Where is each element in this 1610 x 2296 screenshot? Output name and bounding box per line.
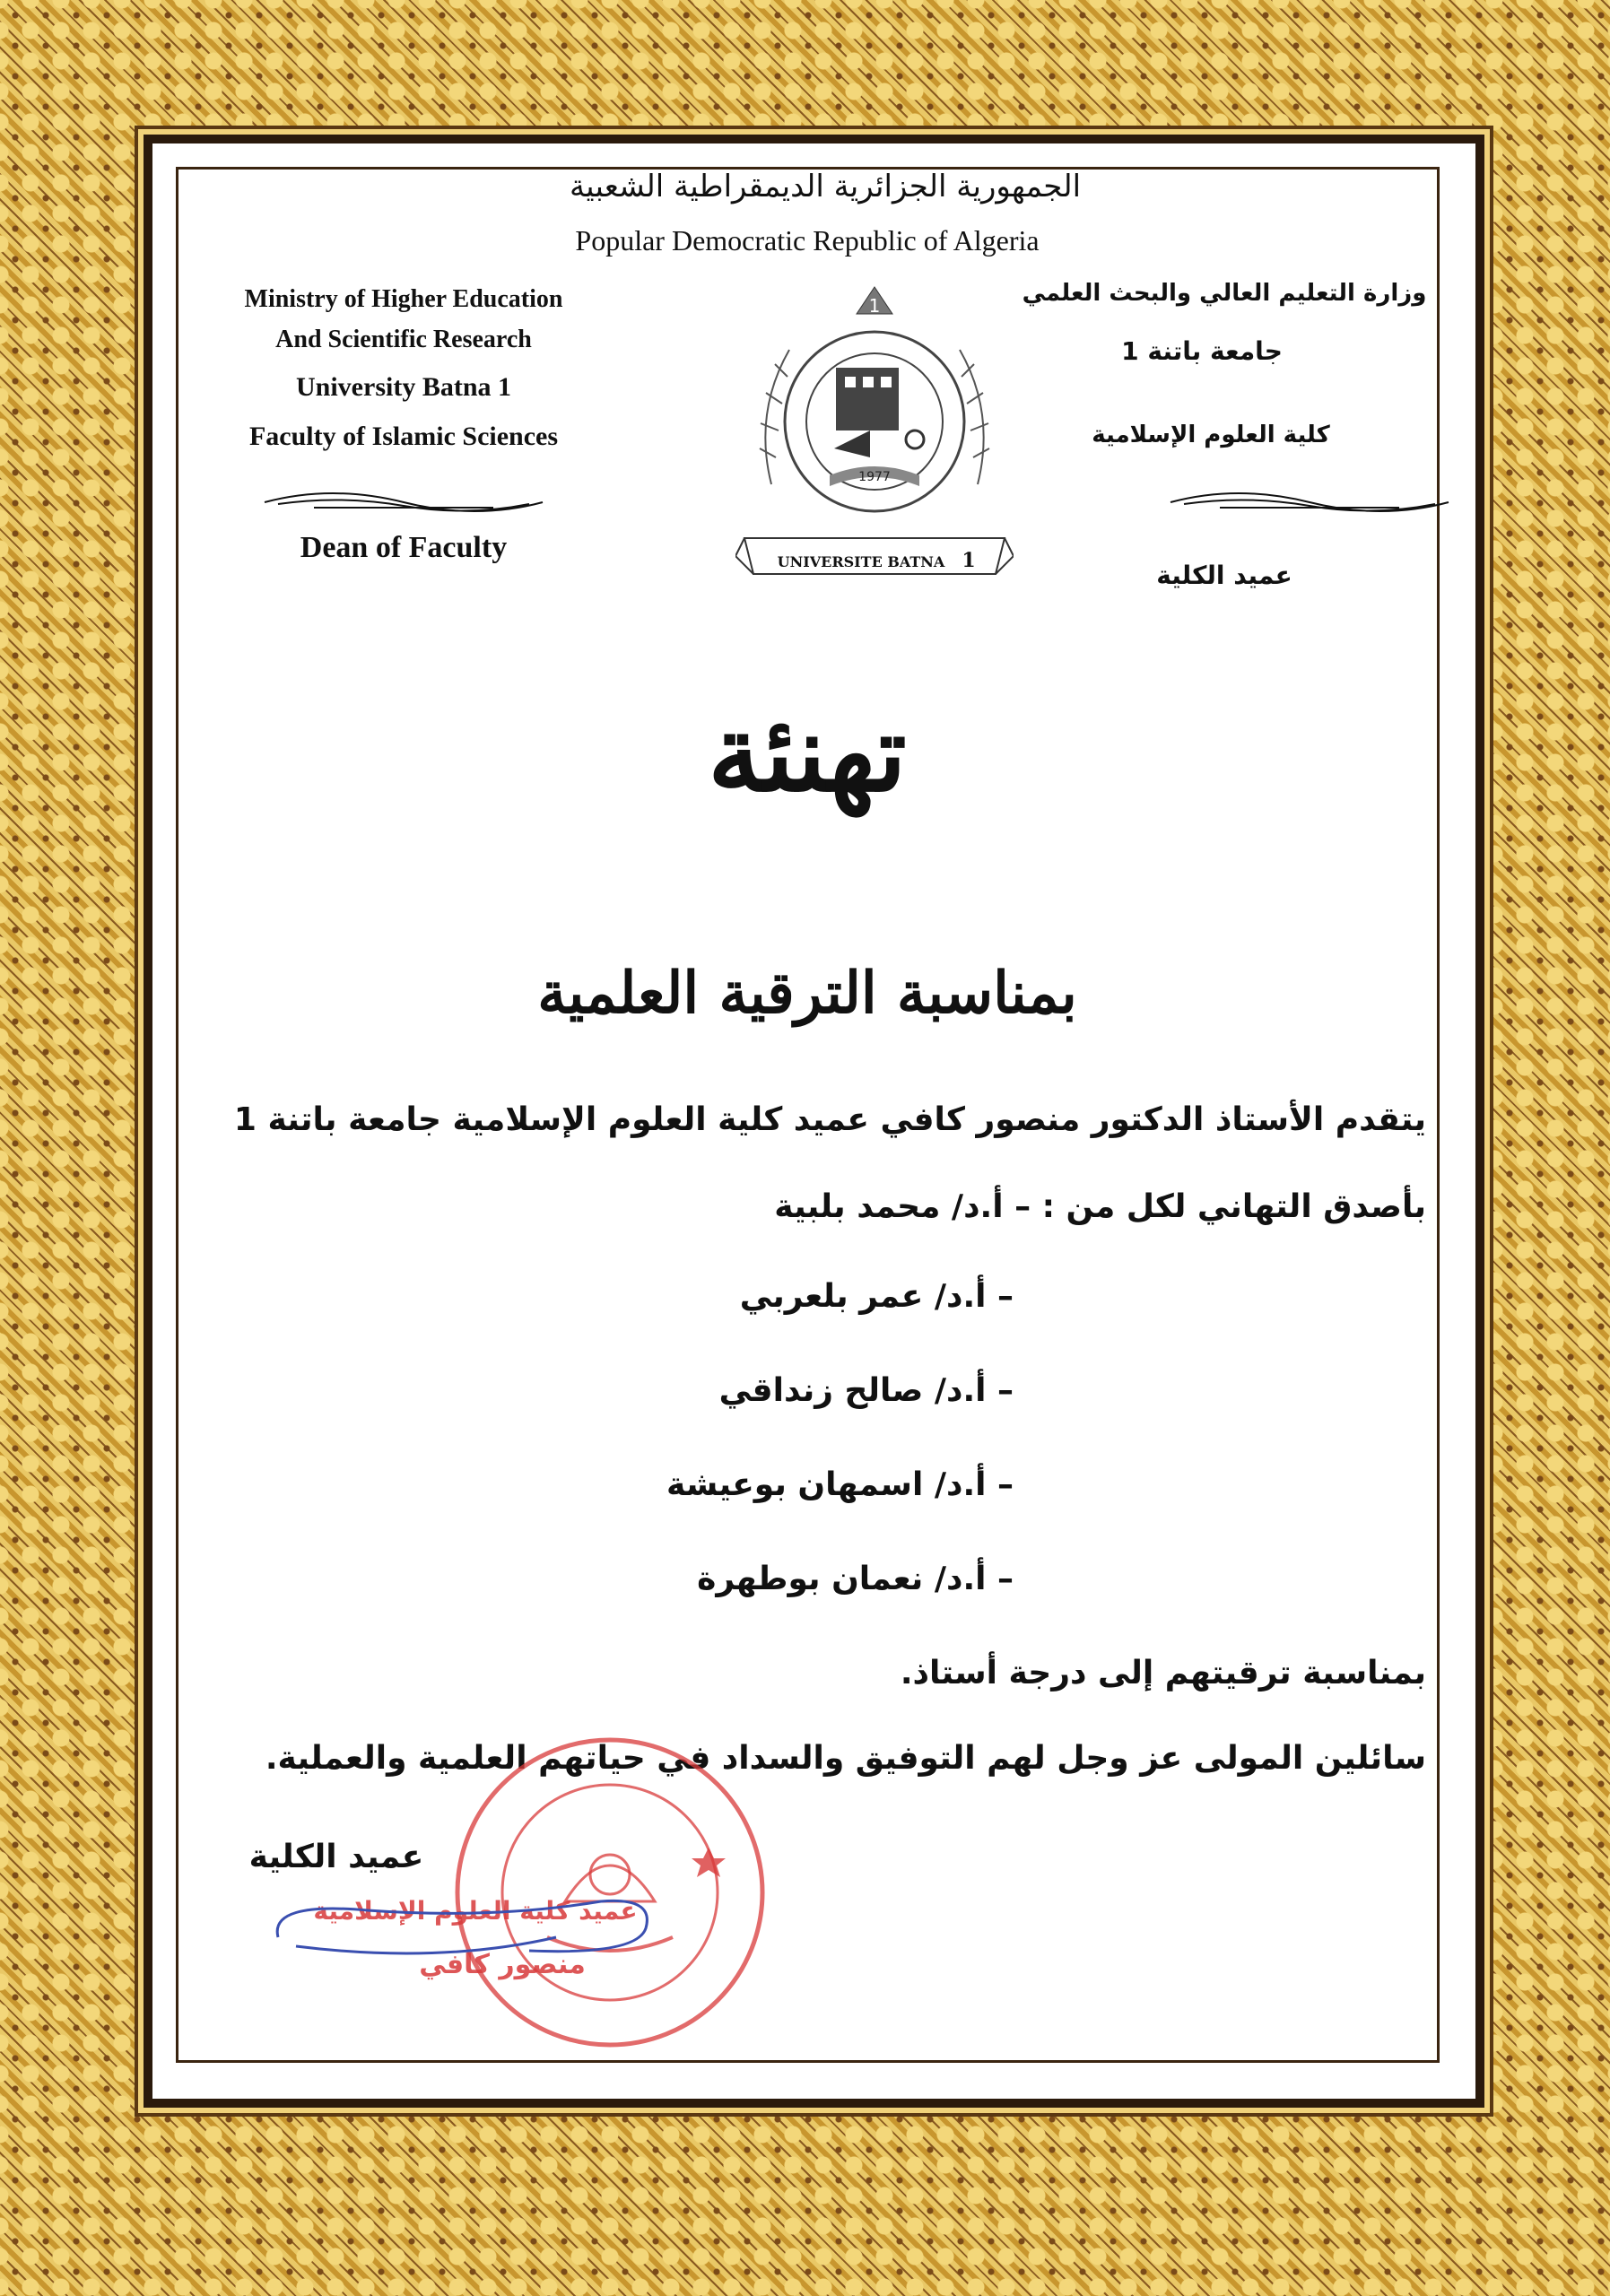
dean-signature-stamp — [260, 1883, 691, 2018]
emblem-year: 1977 — [858, 470, 891, 484]
prayer-line: سائلين المولى عز وجل لهم التوفيق والسداد في حياتهم العلمية والعملية. — [265, 1740, 1426, 1777]
university-emblem — [735, 278, 1014, 601]
ar-republic-heading: الجمهورية الجزائرية الديمقراطية الشعبية — [569, 169, 1082, 204]
en-university: University Batna 1 — [296, 372, 511, 402]
emblem-banner-number: 1 — [962, 549, 976, 572]
en-ministry-line1: Ministry of Higher Education — [244, 285, 563, 313]
emblem-number: 1 — [868, 295, 881, 317]
emblem-banner-text: UNIVERSITE BATNA — [777, 553, 945, 570]
en-ministry-line2: And Scientific Research — [275, 326, 532, 353]
body-line-2: بأصدق التهاني لكل من : – أ.د/ محمد بلبية — [774, 1188, 1426, 1225]
stamp-line-2: منصور كافي — [419, 1949, 586, 1980]
honoree-name: – أ.د/ عمر بلعربي — [739, 1278, 1014, 1315]
right-flourish — [1166, 484, 1453, 520]
en-dean-title: Dean of Faculty — [300, 531, 508, 564]
ar-university: جامعة باتنة 1 — [1121, 336, 1283, 366]
body-line-1: يتقدم الأستاذ الدكتور منصور كافي عميد كلية العلوم الإسلامية جامعة باتنة 1 — [233, 1101, 1426, 1138]
ar-faculty: كلية العلوم الإسلامية — [1092, 422, 1330, 448]
en-republic-heading: Popular Democratic Republic of Algeria — [575, 224, 1040, 257]
ar-ministry: وزارة التعليم العالي والبحث العلمي — [1022, 280, 1427, 307]
honoree-name: – أ.د/ صالح زنداقي — [718, 1372, 1014, 1409]
stamp-line-1: عميد كلية العلوم الإسلامية — [313, 1896, 638, 1926]
certificate-subtitle: بمناسبة الترقية العلمية — [537, 960, 1077, 1027]
certificate-title: تهنئة — [708, 691, 907, 815]
ar-dean-title: عميد الكلية — [1156, 561, 1292, 590]
occasion-line: بمناسبة ترقيتهم إلى درجة أستاذ. — [900, 1655, 1426, 1692]
honoree-name: – أ.د/ اسمهان بوعيشة — [666, 1466, 1014, 1503]
en-faculty: Faculty of Islamic Sciences — [248, 422, 559, 451]
signature-title: عميد الكلية — [248, 1839, 424, 1875]
left-flourish — [260, 484, 547, 520]
honoree-name: – أ.د/ نعمان بوطهرة — [697, 1561, 1014, 1597]
